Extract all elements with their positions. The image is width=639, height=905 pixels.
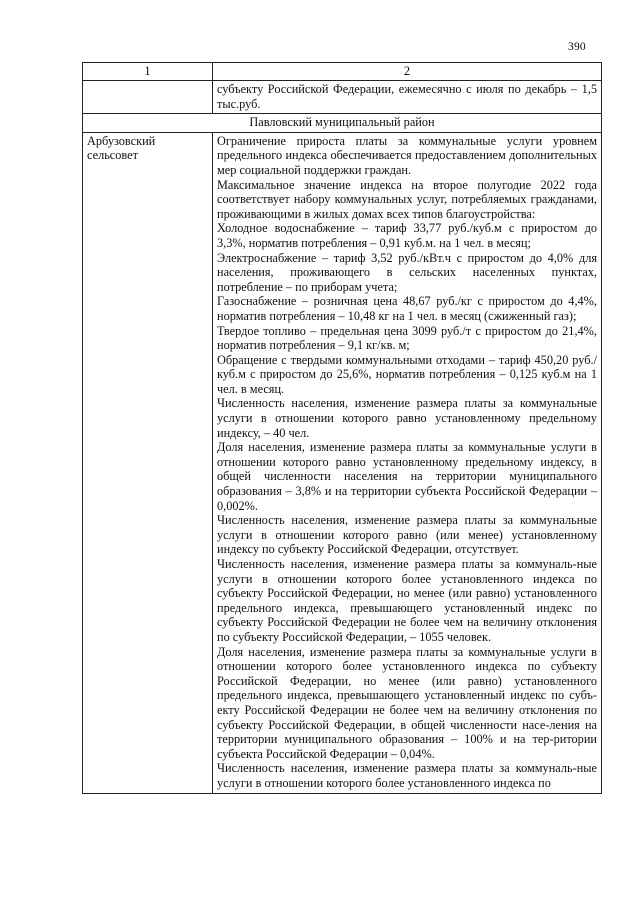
column-header-1: 1: [83, 63, 213, 81]
paragraph-population-equal-index: Численность населения, изменение размера платы за коммунальные услуги в отношении которого равно установленному предельному индексу, – 40 чел.: [217, 396, 597, 440]
municipality-name: Арбузовский сельсовет: [83, 132, 213, 793]
page-number: 390: [568, 41, 586, 53]
paragraph-gas: Газоснабжение – розничная цена 48,67 руб./кг с приростом до 4,4%, норматив потребления – 10,48 кг на 1 чел. в месяц (сжиженный газ);: [217, 294, 597, 323]
district-title: Павловский муниципальный район: [83, 114, 602, 133]
paragraph-max-index: Максимальное значение индекса на второе полугодие 2022 года соответствует набору коммунальных услуг, потребляемых гражданами, проживающими в жилых домах всех типов благоустройства:: [217, 177, 597, 221]
paragraph-population-continued: Численность населения, изменение размера платы за коммуналь-ные услуги в отношении которого более установленного индекса по: [217, 761, 597, 790]
paragraph-share-equal-index: Доля населения, изменение размера платы за коммунальные услуги в отношении которого равно установленному предельному индексу, в общей численности населения на территории муниципального образования – 3,8% и на территории субъекта Российской Федерации – 0,002%.: [217, 440, 597, 513]
municipality-row: [83, 132, 602, 793]
continuation-text: субъекту Российской Федерации, ежемесячно с июля по декабрь – 1,5 тыс.руб.: [213, 81, 602, 114]
paragraph-solid-fuel: Твердое топливо – предельная цена 3099 руб./т с приростом до 21,4%, норматив потребления – 9,1 кг/кв. м;: [217, 323, 597, 353]
paragraph-population-above-index: Численность населения, изменение размера платы за коммуналь-ные услуги в отношении которого более установленного индекса по субъекту Российской Федерации, но менее (или равно) установленного предельного индекса, превышающего установленный индекс по субъекту Российской Федерации не более чем на величину отклонения по субъекту Российской Федерации, – 1055 человек.: [217, 557, 597, 644]
continuation-row: [83, 81, 602, 114]
paragraph-population-below-index: Численность населения, изменение размера платы за коммунальные услуги в отношении которого равно (или менее) установленному индексу по субъекту Российской Федерации, отсутствует.: [217, 513, 597, 557]
paragraph-electricity: Электроснабжение – тариф 3,52 руб./кВт.ч с приростом до 4,0% для населения, проживающего в сельских населенных пунктах, потребление – по приборам учета;: [217, 250, 597, 294]
continuation-empty-cell: [83, 81, 213, 114]
district-row: [83, 114, 602, 133]
paragraph-restriction: Ограничение прироста платы за коммунальные услуги уровнем предельного индекса обеспечивается предоставлением дополнительных мер социальной поддержки граждан.: [217, 133, 597, 177]
paragraph-solid-waste: Обращение с твердыми коммунальными отходами – тариф 450,20 руб./куб.м с приростом до 25,6%, норматив потребления – 0,125 куб.м на 1 чел. в месяц.: [217, 352, 597, 396]
municipality-details: [213, 132, 602, 793]
column-header-2: 2: [213, 63, 602, 81]
paragraph-cold-water: Холодное водоснабжение – тариф 33,77 руб./куб.м с приростом до 3,3%, норматив потребления – 0,91 куб.м. на 1 чел. в месяц;: [217, 221, 597, 250]
document-table: [82, 62, 602, 794]
table-header-row: [83, 63, 602, 81]
paragraph-share-above-index: Доля населения, изменение размера платы за коммунальные услуги в отношении которого более установленного индекса по субъекту Российской Федерации, но менее (или равно) установленного предельного индекса, превышающего установленный индекс по субъ-екту Российской Федерации не более чем на величину отклонения по субъекту Российской Федерации, в общей численности насе-ления на территории муниципального образования – 100% и на тер-ритории субъекта Российской Федерации – 0,04%.: [217, 644, 597, 761]
